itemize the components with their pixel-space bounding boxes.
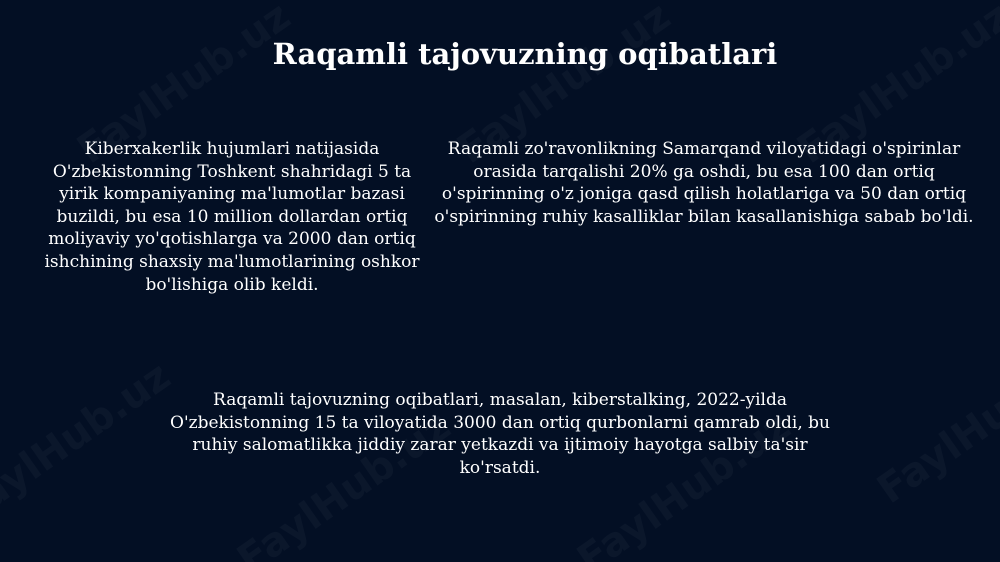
paragraph-cyberattack-consequences: Kiberxakerlik hujumlari natijasida O'zbekistonning Toshkent shahridagi 5 ta yirik kompaniyaning ma'lumotlar bazasi buzildi, bu esa 10 million dollardan ortiq moliyaviy yo'qotishlarga va 2000 dan ortiq ishchining shaxsiy ma'lumotlarining oshkor bo'lishiga olib keldi. bbox=[44, 139, 420, 295]
slide-title: Raqamli tajovuzning oqibatlari bbox=[272, 37, 778, 71]
watermark-text bbox=[869, 333, 1000, 513]
paragraph-cyberstalking-victims: Raqamli tajovuzning oqibatlari, masalan, kiberstalking, 2022-yilda O'zbekistonning 15 ta viloyatida 3000 dan ortiq qurbonlarni qamrab oldi, bu ruhiy salomatlikka jiddiy zarar yetkazdi va ijtimoiy hayotga salbiy ta'sir ko'rsatdi. bbox=[170, 390, 830, 478]
paragraph-digital-violence-samarkand: Raqamli zo'ravonlikning Samarqand viloyatidagi o'spirinlar orasida tarqalishi 20% ga oshdi, bu esa 100 dan ortiq o'spirinning o'z joniga qasd qilish holatlariga va 50 dan ortiq o'spirinning ruhiy kasalliklar bilan kasallanishiga sabab bo'ldi. bbox=[434, 139, 974, 227]
